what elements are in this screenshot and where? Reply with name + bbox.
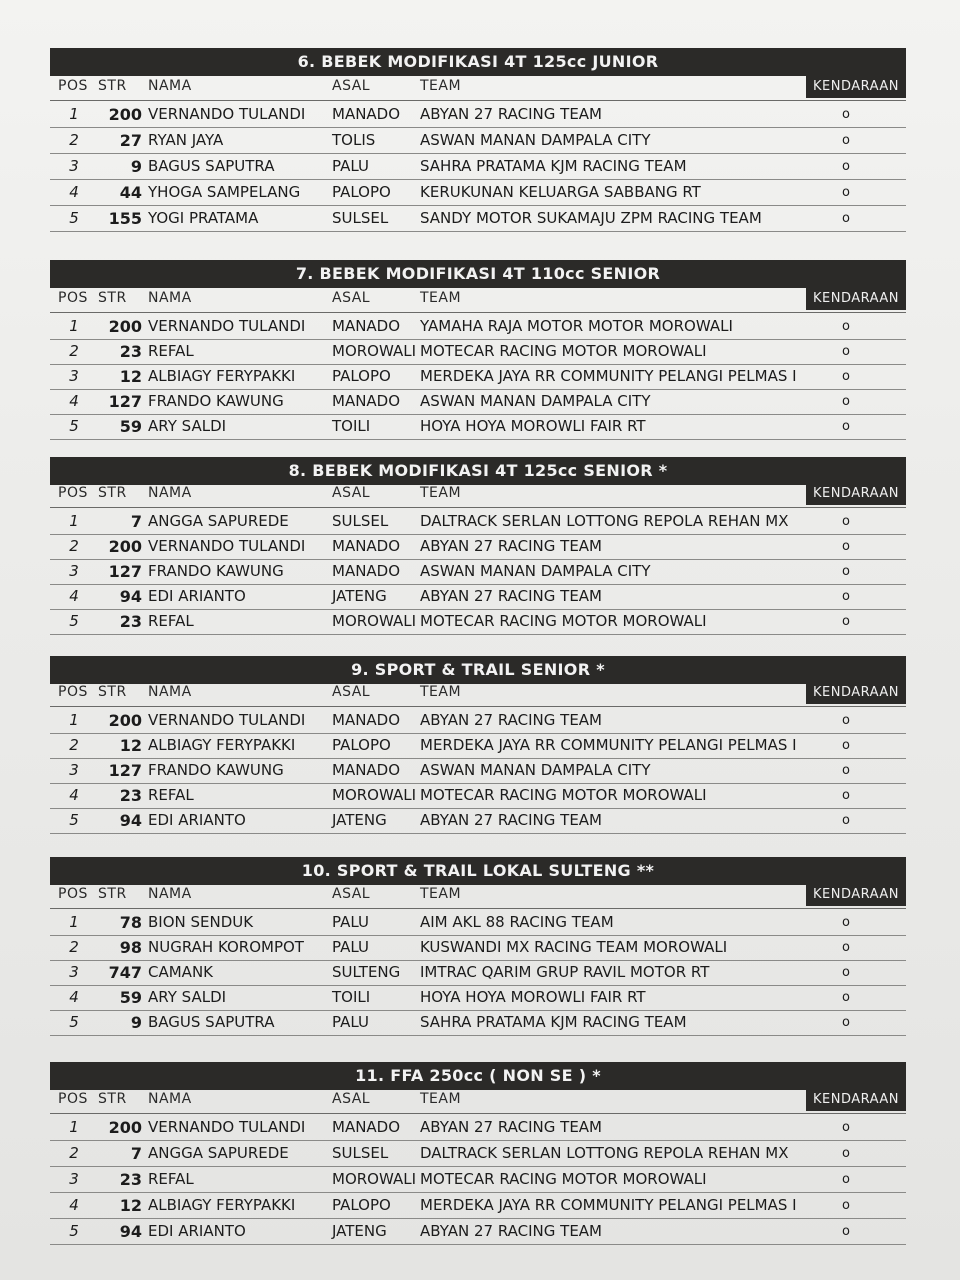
- table-header: [50, 684, 906, 707]
- row-kendaraan: o: [842, 1015, 850, 1030]
- row-kendaraan: o: [842, 344, 850, 359]
- table-row: [50, 154, 906, 180]
- header-team: TEAM: [420, 1091, 462, 1107]
- row-nama: YHOGA SAMPELANG: [148, 183, 301, 201]
- row-str: 12: [119, 367, 142, 386]
- row-pos: 4: [69, 392, 79, 410]
- row-nama: EDI ARIANTO: [148, 811, 246, 829]
- row-asal: MANADO: [332, 537, 401, 555]
- header-kendaraan: KENDARAAN: [806, 483, 906, 505]
- table-row: [50, 414, 906, 440]
- table-row: [50, 985, 906, 1011]
- row-team: ABYAN 27 RACING TEAM: [420, 711, 602, 729]
- row-kendaraan: o: [842, 394, 850, 409]
- row-team: MOTECAR RACING MOTOR MOROWALI: [420, 612, 707, 630]
- row-str: 200: [108, 711, 142, 730]
- header-pos: POS: [58, 684, 88, 700]
- row-team: HOYA HOYA MOROWLI FAIR RT: [420, 988, 646, 1006]
- table-row: [50, 1141, 906, 1167]
- row-kendaraan: o: [842, 589, 850, 604]
- row-pos: 5: [69, 811, 79, 829]
- row-str: 44: [119, 183, 142, 202]
- row-str: 23: [119, 1170, 142, 1189]
- row-pos: 4: [69, 786, 79, 804]
- row-kendaraan: o: [842, 159, 850, 174]
- row-asal: MOROWALI: [332, 1170, 417, 1188]
- row-kendaraan: o: [842, 185, 850, 200]
- row-asal: MOROWALI: [332, 342, 417, 360]
- row-asal: MANADO: [332, 392, 401, 410]
- table-row: [50, 1010, 906, 1036]
- row-pos: 2: [69, 131, 79, 149]
- row-nama: RYAN JAYA: [148, 131, 224, 149]
- row-pos: 1: [69, 317, 79, 335]
- header-str: STR: [98, 78, 127, 94]
- row-kendaraan: o: [842, 738, 850, 753]
- row-nama: NUGRAH KOROMPOT: [148, 938, 304, 956]
- table-row: [50, 128, 906, 154]
- header-asal: ASAL: [332, 886, 371, 902]
- row-kendaraan: o: [842, 813, 850, 828]
- row-str: 94: [119, 587, 142, 606]
- row-nama: ALBIAGY FERYPAKKI: [148, 736, 296, 754]
- header-nama: NAMA: [148, 290, 192, 306]
- row-team: ABYAN 27 RACING TEAM: [420, 537, 602, 555]
- header-str: STR: [98, 485, 127, 501]
- row-nama: EDI ARIANTO: [148, 1222, 246, 1240]
- row-nama: BION SENDUK: [148, 913, 254, 931]
- header-nama: NAMA: [148, 78, 192, 94]
- row-asal: JATENG: [332, 1222, 387, 1240]
- row-team: SAHRA PRATAMA KJM RACING TEAM: [420, 1013, 687, 1031]
- row-team: SANDY MOTOR SUKAMAJU ZPM RACING TEAM: [420, 209, 762, 227]
- row-kendaraan: o: [842, 1146, 850, 1161]
- row-nama: REFAL: [148, 786, 194, 804]
- row-nama: ANGGA SAPUREDE: [148, 1144, 289, 1162]
- row-team: KERUKUNAN KELUARGA SABBANG RT: [420, 183, 701, 201]
- header-nama: NAMA: [148, 684, 192, 700]
- table-row: [50, 1115, 906, 1141]
- row-asal: PALOPO: [332, 1196, 391, 1214]
- row-pos: 5: [69, 209, 79, 227]
- row-nama: EDI ARIANTO: [148, 587, 246, 605]
- row-kendaraan: o: [842, 1172, 850, 1187]
- header-asal: ASAL: [332, 290, 371, 306]
- row-asal: PALU: [332, 913, 369, 931]
- row-nama: FRANDO KAWUNG: [148, 761, 284, 779]
- row-asal: MANADO: [332, 317, 401, 335]
- table-row: [50, 960, 906, 986]
- row-str: 127: [108, 562, 142, 581]
- row-nama: ANGGA SAPUREDE: [148, 512, 289, 530]
- header-team: TEAM: [420, 886, 462, 902]
- row-pos: 4: [69, 587, 79, 605]
- row-str: 23: [119, 612, 142, 631]
- header-kendaraan: KENDARAAN: [806, 76, 906, 98]
- row-kendaraan: o: [842, 133, 850, 148]
- table-row: [50, 808, 906, 834]
- row-asal: PALU: [332, 938, 369, 956]
- row-kendaraan: o: [842, 369, 850, 384]
- table-row: [50, 180, 906, 206]
- header-kendaraan: KENDARAAN: [806, 682, 906, 704]
- row-team: ABYAN 27 RACING TEAM: [420, 811, 602, 829]
- row-pos: 2: [69, 736, 79, 754]
- row-str: 94: [119, 811, 142, 830]
- table-row: [50, 509, 906, 535]
- row-str: 200: [108, 317, 142, 336]
- row-pos: 4: [69, 1196, 79, 1214]
- row-team: KUSWANDI MX RACING TEAM MOROWALI: [420, 938, 728, 956]
- row-asal: MOROWALI: [332, 612, 417, 630]
- header-str: STR: [98, 290, 127, 306]
- row-str: 200: [108, 1118, 142, 1137]
- table-row: [50, 609, 906, 635]
- row-asal: MOROWALI: [332, 786, 417, 804]
- row-str: 7: [130, 1144, 142, 1163]
- row-pos: 1: [69, 913, 79, 931]
- row-str: 27: [119, 131, 142, 150]
- row-str: 200: [108, 105, 142, 124]
- header-team: TEAM: [420, 290, 462, 306]
- row-nama: REFAL: [148, 612, 194, 630]
- row-nama: VERNANDO TULANDI: [148, 105, 306, 123]
- row-pos: 4: [69, 183, 79, 201]
- row-str: 12: [119, 1196, 142, 1215]
- row-team: ABYAN 27 RACING TEAM: [420, 1222, 602, 1240]
- row-str: 9: [130, 1013, 142, 1032]
- row-asal: SULSEL: [332, 209, 389, 227]
- row-kendaraan: o: [842, 539, 850, 554]
- section-title: 11. FFA 250cc ( NON SE ) *: [50, 1062, 906, 1090]
- header-asal: ASAL: [332, 684, 371, 700]
- row-nama: ALBIAGY FERYPAKKI: [148, 1196, 296, 1214]
- row-team: IMTRAC QARIM GRUP RAVIL MOTOR RT: [420, 963, 710, 981]
- row-asal: MANADO: [332, 1118, 401, 1136]
- row-str: 59: [119, 417, 142, 436]
- row-kendaraan: o: [842, 940, 850, 955]
- row-str: 7: [130, 512, 142, 531]
- table-header: [50, 1091, 906, 1114]
- row-team: SAHRA PRATAMA KJM RACING TEAM: [420, 157, 687, 175]
- row-asal: PALOPO: [332, 367, 391, 385]
- row-nama: VERNANDO TULANDI: [148, 537, 306, 555]
- row-pos: 2: [69, 342, 79, 360]
- row-pos: 3: [69, 562, 79, 580]
- header-str: STR: [98, 1091, 127, 1107]
- header-nama: NAMA: [148, 886, 192, 902]
- row-asal: TOILI: [332, 988, 371, 1006]
- row-asal: JATENG: [332, 811, 387, 829]
- header-pos: POS: [58, 485, 88, 501]
- row-pos: 1: [69, 105, 79, 123]
- row-str: 200: [108, 537, 142, 556]
- row-kendaraan: o: [842, 713, 850, 728]
- section-title: 6. BEBEK MODIFIKASI 4T 125cc JUNIOR: [50, 48, 906, 76]
- row-str: 12: [119, 736, 142, 755]
- row-nama: YOGI PRATAMA: [148, 209, 259, 227]
- table-row: [50, 1219, 906, 1245]
- header-team: TEAM: [420, 78, 462, 94]
- row-team: MERDEKA JAYA RR COMMUNITY PELANGI PELMAS I: [420, 367, 797, 385]
- row-nama: BAGUS SAPUTRA: [148, 1013, 275, 1031]
- row-team: MERDEKA JAYA RR COMMUNITY PELANGI PELMAS I: [420, 736, 797, 754]
- row-asal: SULSEL: [332, 512, 389, 530]
- row-kendaraan: o: [842, 614, 850, 629]
- row-team: MOTECAR RACING MOTOR MOROWALI: [420, 1170, 707, 1188]
- table-row: [50, 364, 906, 390]
- table-row: [50, 339, 906, 365]
- row-pos: 3: [69, 963, 79, 981]
- row-kendaraan: o: [842, 107, 850, 122]
- table-row: [50, 534, 906, 560]
- row-str: 23: [119, 342, 142, 361]
- table-row: [50, 1193, 906, 1219]
- row-pos: 3: [69, 761, 79, 779]
- row-team: MOTECAR RACING MOTOR MOROWALI: [420, 342, 707, 360]
- row-str: 94: [119, 1222, 142, 1241]
- row-team: MERDEKA JAYA RR COMMUNITY PELANGI PELMAS I: [420, 1196, 797, 1214]
- row-asal: PALOPO: [332, 183, 391, 201]
- row-pos: 5: [69, 417, 79, 435]
- table-row: [50, 910, 906, 936]
- row-kendaraan: o: [842, 990, 850, 1005]
- row-asal: TOLIS: [332, 131, 376, 149]
- section-title: 8. BEBEK MODIFIKASI 4T 125cc SENIOR *: [50, 457, 906, 485]
- header-team: TEAM: [420, 485, 462, 501]
- table-row: [50, 758, 906, 784]
- row-str: 23: [119, 786, 142, 805]
- row-asal: JATENG: [332, 587, 387, 605]
- header-kendaraan: KENDARAAN: [806, 884, 906, 906]
- row-nama: ARY SALDI: [148, 988, 227, 1006]
- section-title: 7. BEBEK MODIFIKASI 4T 110cc SENIOR: [50, 260, 906, 288]
- row-kendaraan: o: [842, 419, 850, 434]
- row-pos: 3: [69, 367, 79, 385]
- row-kendaraan: o: [842, 1198, 850, 1213]
- row-asal: SULSEL: [332, 1144, 389, 1162]
- row-asal: MANADO: [332, 761, 401, 779]
- row-nama: VERNANDO TULANDI: [148, 711, 306, 729]
- row-asal: TOILI: [332, 417, 371, 435]
- table-row: [50, 733, 906, 759]
- row-team: DALTRACK SERLAN LOTTONG REPOLA REHAN MX: [420, 512, 789, 530]
- row-pos: 3: [69, 1170, 79, 1188]
- row-nama: VERNANDO TULANDI: [148, 317, 306, 335]
- row-str: 127: [108, 392, 142, 411]
- row-asal: MANADO: [332, 711, 401, 729]
- row-team: HOYA HOYA MOROWLI FAIR RT: [420, 417, 646, 435]
- row-pos: 5: [69, 1013, 79, 1031]
- row-kendaraan: o: [842, 763, 850, 778]
- row-team: AIM AKL 88 RACING TEAM: [420, 913, 614, 931]
- row-team: YAMAHA RAJA MOTOR MOTOR MOROWALI: [420, 317, 733, 335]
- row-pos: 1: [69, 512, 79, 530]
- header-kendaraan: KENDARAAN: [806, 1089, 906, 1111]
- row-kendaraan: o: [842, 319, 850, 334]
- table-header: [50, 886, 906, 909]
- table-header: [50, 485, 906, 508]
- table-header: [50, 290, 906, 313]
- row-asal: MANADO: [332, 562, 401, 580]
- row-pos: 2: [69, 537, 79, 555]
- row-str: 155: [108, 209, 142, 228]
- header-str: STR: [98, 886, 127, 902]
- row-team: ABYAN 27 RACING TEAM: [420, 1118, 602, 1136]
- table-row: [50, 783, 906, 809]
- table-header: [50, 78, 906, 101]
- row-pos: 2: [69, 938, 79, 956]
- row-str: 127: [108, 761, 142, 780]
- table-row: [50, 584, 906, 610]
- row-pos: 3: [69, 157, 79, 175]
- row-str: 98: [119, 938, 142, 957]
- row-kendaraan: o: [842, 915, 850, 930]
- header-asal: ASAL: [332, 485, 371, 501]
- row-asal: PALOPO: [332, 736, 391, 754]
- table-row: [50, 206, 906, 232]
- row-kendaraan: o: [842, 564, 850, 579]
- row-pos: 5: [69, 1222, 79, 1240]
- table-row: [50, 389, 906, 415]
- row-pos: 1: [69, 1118, 79, 1136]
- section-title: 9. SPORT & TRAIL SENIOR *: [50, 656, 906, 684]
- header-asal: ASAL: [332, 1091, 371, 1107]
- table-row: [50, 102, 906, 128]
- row-team: ASWAN MANAN DAMPALA CITY: [420, 761, 651, 779]
- row-kendaraan: o: [842, 1120, 850, 1135]
- table-row: [50, 314, 906, 340]
- row-nama: ARY SALDI: [148, 417, 227, 435]
- row-asal: PALU: [332, 157, 369, 175]
- row-pos: 1: [69, 711, 79, 729]
- row-asal: MANADO: [332, 105, 401, 123]
- table-row: [50, 935, 906, 961]
- row-kendaraan: o: [842, 1224, 850, 1239]
- row-team: ASWAN MANAN DAMPALA CITY: [420, 562, 651, 580]
- header-pos: POS: [58, 78, 88, 94]
- header-nama: NAMA: [148, 485, 192, 501]
- row-team: ASWAN MANAN DAMPALA CITY: [420, 131, 651, 149]
- row-team: DALTRACK SERLAN LOTTONG REPOLA REHAN MX: [420, 1144, 789, 1162]
- row-kendaraan: o: [842, 788, 850, 803]
- row-asal: SULTENG: [332, 963, 401, 981]
- row-nama: ALBIAGY FERYPAKKI: [148, 367, 296, 385]
- row-pos: 4: [69, 988, 79, 1006]
- table-row: [50, 1167, 906, 1193]
- table-row: [50, 708, 906, 734]
- section-title: 10. SPORT & TRAIL LOKAL SULTENG **: [50, 857, 906, 885]
- row-asal: PALU: [332, 1013, 369, 1031]
- header-kendaraan: KENDARAAN: [806, 288, 906, 310]
- row-nama: CAMANK: [148, 963, 213, 981]
- row-nama: VERNANDO TULANDI: [148, 1118, 306, 1136]
- row-team: ASWAN MANAN DAMPALA CITY: [420, 392, 651, 410]
- header-team: TEAM: [420, 684, 462, 700]
- row-nama: FRANDO KAWUNG: [148, 562, 284, 580]
- row-team: MOTECAR RACING MOTOR MOROWALI: [420, 786, 707, 804]
- table-row: [50, 559, 906, 585]
- header-nama: NAMA: [148, 1091, 192, 1107]
- header-str: STR: [98, 684, 127, 700]
- row-nama: REFAL: [148, 1170, 194, 1188]
- row-nama: FRANDO KAWUNG: [148, 392, 284, 410]
- header-pos: POS: [58, 290, 88, 306]
- header-asal: ASAL: [332, 78, 371, 94]
- header-pos: POS: [58, 886, 88, 902]
- row-str: 9: [130, 157, 142, 176]
- row-kendaraan: o: [842, 211, 850, 226]
- row-team: ABYAN 27 RACING TEAM: [420, 105, 602, 123]
- row-pos: 5: [69, 612, 79, 630]
- row-nama: REFAL: [148, 342, 194, 360]
- row-str: 59: [119, 988, 142, 1007]
- row-nama: BAGUS SAPUTRA: [148, 157, 275, 175]
- row-str: 747: [108, 963, 142, 982]
- row-pos: 2: [69, 1144, 79, 1162]
- header-pos: POS: [58, 1091, 88, 1107]
- row-kendaraan: o: [842, 514, 850, 529]
- row-team: ABYAN 27 RACING TEAM: [420, 587, 602, 605]
- row-kendaraan: o: [842, 965, 850, 980]
- row-str: 78: [119, 913, 142, 932]
